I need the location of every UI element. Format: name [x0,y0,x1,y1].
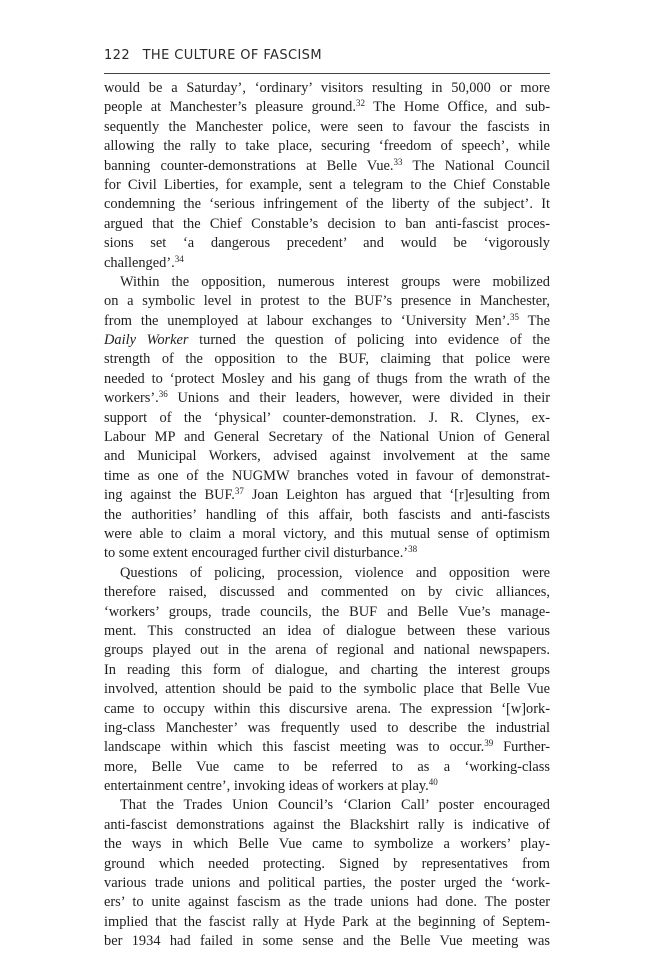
footnote-marker[interactable]: 32 [355,98,365,109]
text-line: from the unemployed at labour exchanges to ‘University Men’.$^{35}$ The [104,311,551,329]
text-line: support of the ‘physical’ counter-demonstration. J. R. Clynes, ex- [104,409,550,426]
text-line: ing against the BUF.$^{37}$ Joan Leighton has argued that ‘[r]esulting from [104,486,550,504]
footnote-marker[interactable]: 33 [393,156,403,167]
text-line: In reading this form of dialogue, and charting the interest groups [104,661,550,678]
text-line: allowing the rally to take place, securing ‘freedom of speech’, while [104,138,550,155]
footnote-marker[interactable]: 39 [484,738,494,749]
text-line: the authorities’ handling of this affair, both fascists and anti-fascists [104,506,550,523]
paragraph [104,564,550,797]
footnote-marker[interactable]: 34 [174,253,184,264]
text-line: on a symbolic level in protest to the BUF’s presence in Manchester, [104,293,550,310]
text-line: Daily Worker turned the question of policing into evidence of the [104,332,551,349]
text-line: for Civil Liberties, for example, sent a telegram to the Chief Constable [104,176,550,193]
text-line: challenged’.$^{34}$ [104,253,184,271]
footnote-marker[interactable]: 36 [158,389,168,400]
text-line: sequently the Manchester police, were seen to favour the fascists in [104,118,550,135]
text-line: came to occupy within this discursive arena. The expression ‘[w]ork- [104,700,550,717]
text-line: Questions of policing, procession, violence and opposition were [120,564,550,581]
paragraph [104,79,550,273]
text-line: involved, attention should be paid to the symbolic place that Belle Vue [104,681,550,698]
paragraph [104,273,550,564]
page-number: 122 [104,48,131,63]
running-title: THE CULTURE OF FASCISM [142,48,322,63]
footnote-marker[interactable]: 38 [408,544,418,555]
text-line: various trade unions and political parties, the poster urged the ‘work- [104,875,550,892]
body-text [104,79,550,952]
text-line: entertainment centre’, invoking ideas of workers at play.$^{40}$ [104,777,438,795]
text-line: people at Manchester’s pleasure ground.$^{32}$ The Home Office, and sub- [104,98,550,116]
text-line: the ways in which Belle Vue came to symbolize a workers’ play- [104,836,550,853]
text-line: anti-fascist demonstrations against the Blackshirt rally is indicative of [104,816,550,833]
text-line: ground which needed protecting. Signed by representatives from [104,855,550,872]
footnote-marker[interactable]: 37 [234,486,244,497]
text-line: ‘workers’ groups, trade councils, the BUF and Belle Vue’s manage- [104,603,550,620]
text-line: ers’ to unite against fascism as the trade unions had done. The poster [104,894,550,911]
text-line: ing-class Manchester’ was frequently used to describe the industrial [104,719,550,736]
text-line: workers’.$^{36}$ Unions and their leaders, however, were divided in their [104,389,550,407]
text-line: ber 1934 had failed in some sense and the Belle Vue meeting was [104,933,550,950]
text-line: groups played out in the arena of regional and national newspapers. [104,642,550,659]
text-line: were able to claim a moral victory, and this mutual sense of optimism [104,525,550,542]
text-line: Labour MP and General Secretary of the National Union of General [104,429,550,446]
text-line: strength of the opposition to the BUF, claiming that police were [104,351,550,368]
text-line: more, Belle Vue came to be referred to as a ‘working-class [104,758,550,775]
text-line: needed to ‘protect Mosley and his gang of thugs from the wrath of the [104,370,550,387]
text-line: condemning the ‘serious infringement of the liberty of the subject’. It [104,196,550,213]
paragraph [104,796,550,951]
header-rule [104,73,550,74]
text-line: would be a Saturday’, ‘ordinary’ visitors resulting in 50,000 or more [104,80,550,96]
text-line: to some extent encouraged further civil disturbance.’$^{38}$ [104,544,418,562]
text-line: implied that the fascist rally at Hyde Park at the beginning of Septem- [104,913,550,930]
italic-title: Daily Worker [104,332,189,349]
text-line: ment. This constructed an idea of dialogue between these various [104,622,550,639]
running-head [104,48,550,63]
text-line: time as one of the NUGMW branches voted in favour of demonstrat- [104,467,550,484]
text-line: Within the opposition, numerous interest groups were mobilized [120,273,550,290]
text-line: sions set ‘a dangerous precedent’ and would be ‘vigorously [104,235,550,252]
text-line: therefore raised, discussed and commented on by civic alliances, [104,584,550,601]
text-line: argued that the Chief Constable’s decision to ban anti-fascist proces- [104,215,550,232]
text-line: That the Trades Union Council’s ‘Clarion Call’ poster encouraged [120,797,550,814]
text-line: banning counter-demonstrations at Belle Vue.$^{33}$ The National Council [104,156,550,174]
text-line: landscape within which this fascist meeting was to occur.$^{39}$ Further- [104,738,550,756]
footnote-marker[interactable]: 35 [510,311,520,322]
footnote-marker[interactable]: 40 [428,777,438,788]
text-line: and Municipal Workers, advised against involvement at the same [104,448,550,465]
